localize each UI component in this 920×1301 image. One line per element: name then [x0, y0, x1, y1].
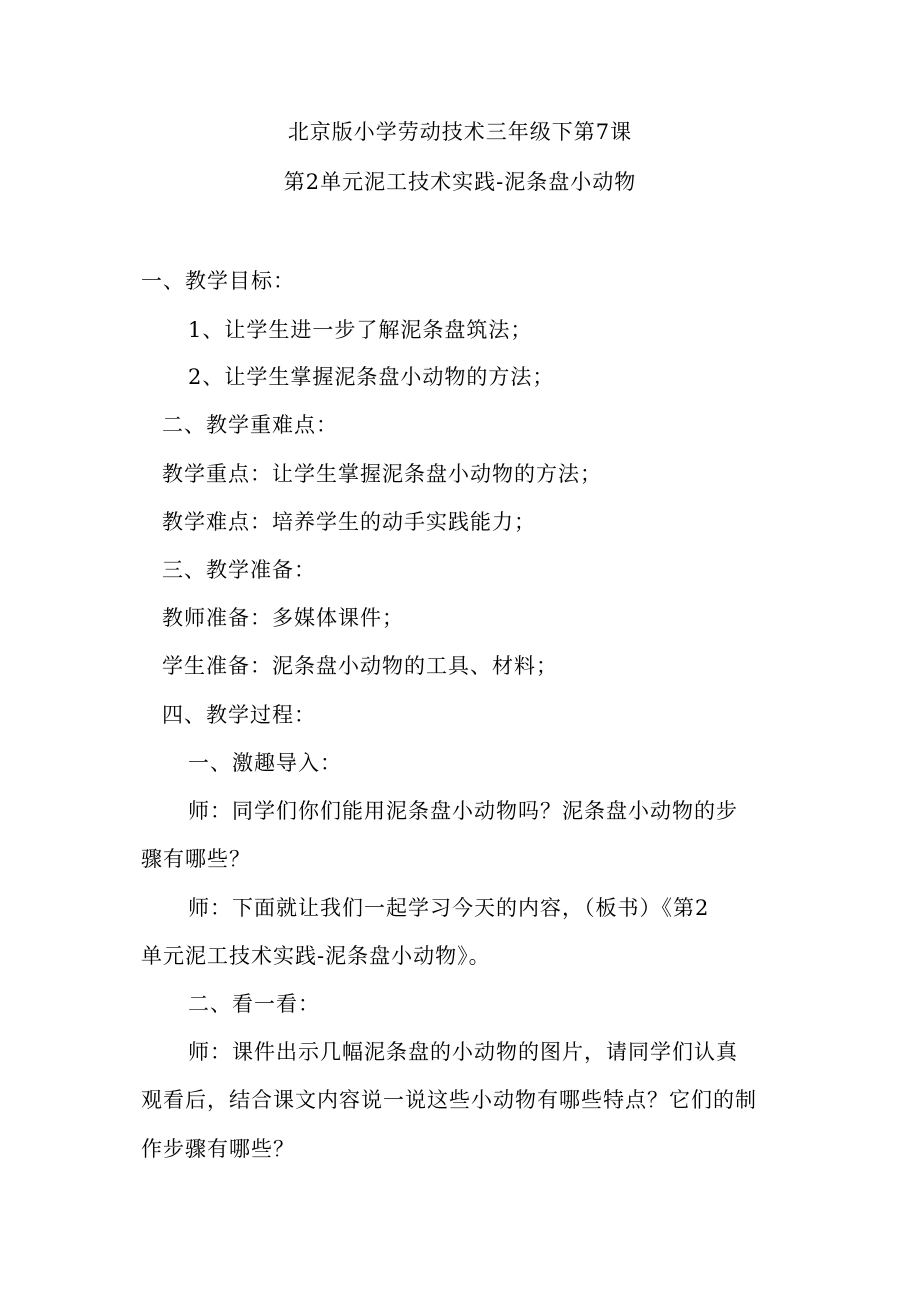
step-heading-look: 二、看一看： [188, 992, 320, 1016]
teacher-preparation-line: 教师准备：多媒体课件； [162, 606, 404, 630]
paragraph-line: 骤有哪些？ [141, 847, 251, 871]
paragraph-line: 师：同学们你们能用泥条盘小动物吗？泥条盘小动物的步 [188, 799, 738, 823]
section-heading-preparation: 三、教学准备： [162, 558, 316, 582]
difficult-point-line: 教学难点：培养学生的动手实践能力； [162, 510, 536, 534]
document-title-line1: 北京版小学劳动技术三年级下第7课 [287, 120, 633, 144]
paragraph-line: 作步骤有哪些？ [141, 1137, 295, 1161]
paragraph-line: 师：课件出示几幅泥条盘的小动物的图片，请同学们认真 [188, 1040, 738, 1064]
paragraph-line: 单元泥工技术实践-泥条盘小动物》。 [141, 944, 491, 968]
key-point-line: 教学重点：让学生掌握泥条盘小动物的方法； [162, 462, 602, 486]
section-heading-objectives: 一、教学目标： [141, 269, 295, 293]
objective-item-1: 1、让学生进一步了解泥条盘筑法； [188, 318, 533, 342]
section-heading-key-points: 二、教学重难点： [162, 413, 338, 437]
step-heading-intro: 一、激趣导入： [188, 751, 342, 775]
paragraph-line: 师：下面就让我们一起学习今天的内容，（板书）《第2 [188, 896, 710, 920]
paragraph-line: 观看后，结合课文内容说一说这些小动物有哪些特点？它们的制 [141, 1088, 757, 1112]
section-heading-process: 四、教学过程： [162, 703, 316, 727]
student-preparation-line: 学生准备：泥条盘小动物的工具、材料； [162, 654, 558, 678]
objective-item-2: 2、让学生掌握泥条盘小动物的方法； [188, 365, 555, 389]
document-title-line2: 第2单元泥工技术实践-泥条盘小动物 [283, 170, 637, 194]
